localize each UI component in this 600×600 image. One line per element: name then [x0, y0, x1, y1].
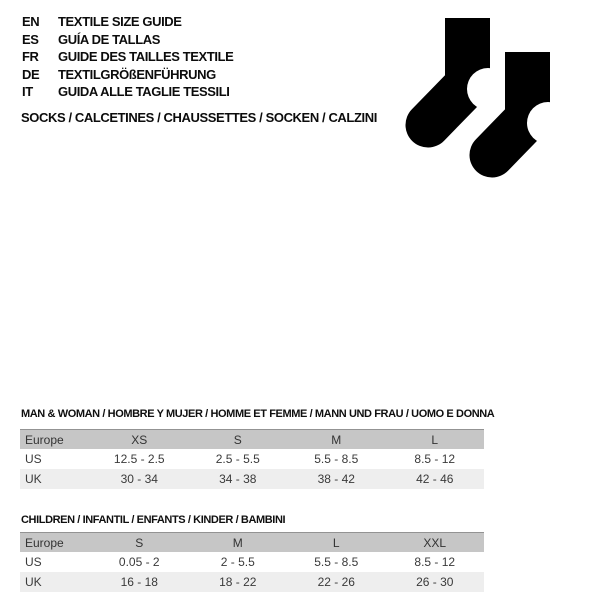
language-label: GUIDE DES TAILLES TEXTILE: [58, 49, 234, 65]
language-row-de: [22, 66, 233, 84]
language-row-es: [22, 31, 233, 49]
language-label: TEXTILE SIZE GUIDE: [58, 14, 182, 29]
size-table-children: [20, 532, 484, 592]
row-label: UK: [25, 575, 42, 589]
size-value: 2 - 5.5: [220, 555, 255, 569]
size-value: 2.5 - 5.5: [215, 452, 260, 466]
header-cell-size: XXL: [423, 535, 447, 550]
table-header-row: [20, 430, 484, 450]
size-value: 18 - 22: [219, 575, 257, 589]
category-title: SOCKS / CALCETINES / CHAUSSETTES / SOCKEN / CALZINI: [21, 110, 377, 125]
header-cell-size: S: [233, 432, 242, 447]
size-value: 34 - 38: [219, 472, 257, 486]
header-cell-size: XS: [131, 432, 148, 447]
size-value: 22 - 26: [317, 575, 355, 589]
row-label: US: [25, 452, 42, 466]
header-cell-size: M: [232, 535, 243, 550]
language-code: DE: [22, 66, 40, 82]
size-value: 30 - 34: [120, 472, 158, 486]
socks-icon: [398, 8, 583, 180]
header-cell-size: L: [431, 432, 439, 447]
size-value: 26 - 30: [416, 575, 454, 589]
size-value: 0.05 - 2: [118, 555, 160, 569]
size-value: 12.5 - 2.5: [113, 452, 165, 466]
language-label: TEXTILGRÖßENFÜHRUNG: [58, 66, 216, 82]
size-value: 8.5 - 12: [414, 452, 456, 466]
language-row-en: [22, 13, 233, 31]
size-value: 38 - 42: [317, 472, 355, 486]
table-header-row: [20, 533, 484, 553]
size-table-adults: [20, 429, 484, 489]
size-value: 42 - 46: [416, 472, 454, 486]
language-row-fr: [22, 48, 233, 66]
language-code: ES: [22, 31, 39, 47]
header-cell-region: Europe: [25, 432, 64, 447]
sock-front: [492, 47, 569, 155]
header-cell-size: S: [135, 535, 144, 550]
size-value: 8.5 - 12: [414, 555, 456, 569]
size-value: 16 - 18: [120, 575, 158, 589]
language-code: IT: [22, 84, 33, 100]
size-value: 5.5 - 8.5: [314, 555, 359, 569]
table-row-us: [20, 552, 484, 572]
size-value: 5.5 - 8.5: [314, 452, 359, 466]
table-row-uk: [20, 469, 484, 489]
table-row-us: [20, 449, 484, 469]
header-cell-region: Europe: [25, 535, 64, 550]
language-list: [22, 13, 233, 101]
language-row-it: [22, 83, 233, 101]
table-title-children: CHILDREN / INFANTIL / ENFANTS / KINDER / BAMBINI: [21, 514, 286, 526]
language-label: GUÍA DE TALLAS: [58, 31, 161, 47]
language-code: FR: [22, 49, 39, 65]
language-code: EN: [22, 14, 40, 29]
row-label: UK: [25, 472, 42, 486]
header-cell-size: L: [332, 535, 340, 550]
table-title-adults: MAN & WOMAN / HOMBRE Y MUJER / HOMME ET FEMME / MANN UND FRAU / UOMO E DONNA: [21, 408, 495, 420]
header-cell-size: M: [331, 432, 342, 447]
row-label: US: [25, 555, 42, 569]
table-row-uk: [20, 572, 484, 592]
language-label: GUIDA ALLE TAGLIE TESSILI: [58, 84, 230, 100]
